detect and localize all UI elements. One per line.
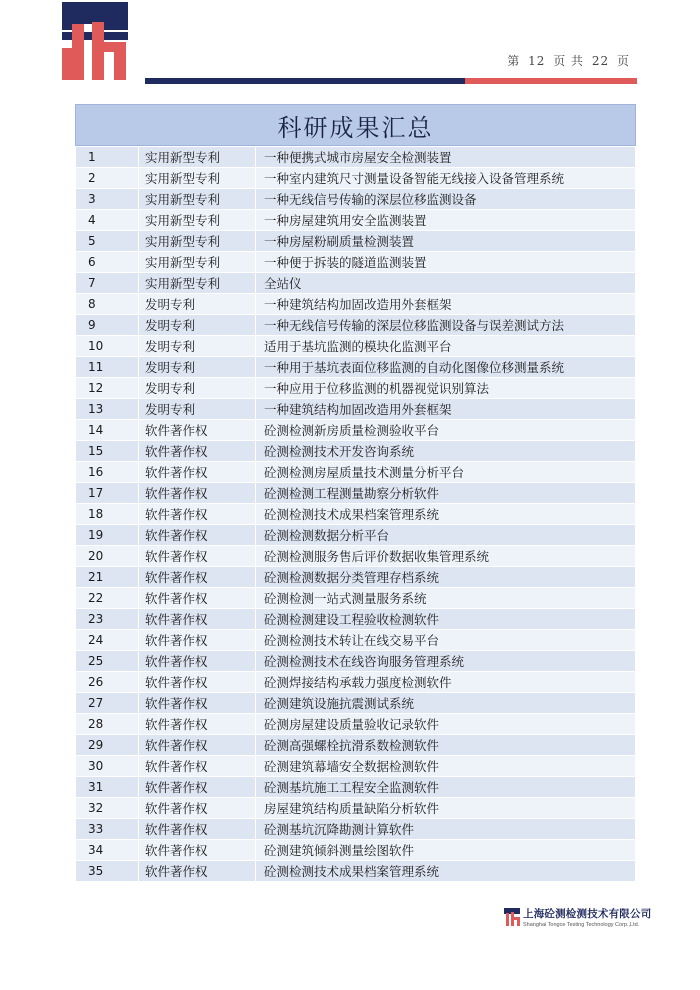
table-row xyxy=(76,462,636,483)
row-number: 8 xyxy=(76,294,139,315)
result-type: 软件著作权 xyxy=(139,546,256,567)
page-current: 12 xyxy=(528,54,546,68)
row-number: 4 xyxy=(76,210,139,231)
result-type: 实用新型专利 xyxy=(139,252,256,273)
header-rule xyxy=(145,78,637,84)
result-title: 砼测高强螺栓抗滑系数检测软件 xyxy=(256,735,636,756)
table-row xyxy=(76,189,636,210)
row-number: 19 xyxy=(76,525,139,546)
result-type: 软件著作权 xyxy=(139,777,256,798)
row-number: 24 xyxy=(76,630,139,651)
table-row xyxy=(76,756,636,777)
result-type: 软件著作权 xyxy=(139,756,256,777)
row-number: 35 xyxy=(76,861,139,882)
result-type: 软件著作权 xyxy=(139,462,256,483)
table-row xyxy=(76,147,636,168)
row-number: 5 xyxy=(76,231,139,252)
result-title: 一种便于拆装的隧道监测装置 xyxy=(256,252,636,273)
result-type: 软件著作权 xyxy=(139,567,256,588)
result-type: 软件著作权 xyxy=(139,672,256,693)
row-number: 12 xyxy=(76,378,139,399)
result-title: 砼测检测一站式测量服务系统 xyxy=(256,588,636,609)
result-title: 砼测建筑倾斜测量绘图软件 xyxy=(256,840,636,861)
result-title: 砼测检测技术开发咨询系统 xyxy=(256,441,636,462)
table-row xyxy=(76,441,636,462)
result-title: 一种室内建筑尺寸测量设备智能无线接入设备管理系统 xyxy=(256,168,636,189)
result-type: 软件著作权 xyxy=(139,714,256,735)
result-type: 实用新型专利 xyxy=(139,273,256,294)
result-type: 发明专利 xyxy=(139,315,256,336)
row-number: 14 xyxy=(76,420,139,441)
result-type: 软件著作权 xyxy=(139,588,256,609)
table-row xyxy=(76,420,636,441)
result-title: 一种便携式城市房屋安全检测装置 xyxy=(256,147,636,168)
row-number: 28 xyxy=(76,714,139,735)
result-title: 一种房屋粉刷质量检测装置 xyxy=(256,231,636,252)
result-type: 软件著作权 xyxy=(139,441,256,462)
result-title: 砼测检测技术成果档案管理系统 xyxy=(256,504,636,525)
row-number: 16 xyxy=(76,462,139,483)
result-title: 砼测检测数据分析平台 xyxy=(256,525,636,546)
table-row xyxy=(76,567,636,588)
row-number: 17 xyxy=(76,483,139,504)
table-row xyxy=(76,315,636,336)
result-title: 适用于基坑监测的模块化监测平台 xyxy=(256,336,636,357)
table-row xyxy=(76,714,636,735)
table-row xyxy=(76,798,636,819)
result-type: 实用新型专利 xyxy=(139,168,256,189)
table-row xyxy=(76,378,636,399)
page-number xyxy=(507,52,630,69)
result-type: 实用新型专利 xyxy=(139,147,256,168)
row-number: 7 xyxy=(76,273,139,294)
page-prefix: 第 xyxy=(507,54,521,68)
table-row xyxy=(76,483,636,504)
table-row xyxy=(76,525,636,546)
result-title: 一种无线信号传输的深层位移监测设备 xyxy=(256,189,636,210)
row-number: 9 xyxy=(76,315,139,336)
result-type: 发明专利 xyxy=(139,399,256,420)
row-number: 30 xyxy=(76,756,139,777)
table-row xyxy=(76,357,636,378)
table-row xyxy=(76,546,636,567)
result-title: 房屋建筑结构质量缺陷分析软件 xyxy=(256,798,636,819)
row-number: 11 xyxy=(76,357,139,378)
row-number: 2 xyxy=(76,168,139,189)
result-type: 实用新型专利 xyxy=(139,231,256,252)
page-total: 22 xyxy=(591,54,610,68)
result-title: 全站仪 xyxy=(256,273,636,294)
row-number: 1 xyxy=(76,147,139,168)
table-row xyxy=(76,504,636,525)
row-number: 21 xyxy=(76,567,139,588)
footer-logo xyxy=(504,906,651,928)
result-title: 砼测建筑幕墙安全数据检测软件 xyxy=(256,756,636,777)
results-sheet xyxy=(75,104,636,882)
result-title: 一种建筑结构加固改造用外套框架 xyxy=(256,294,636,315)
row-number: 18 xyxy=(76,504,139,525)
row-number: 10 xyxy=(76,336,139,357)
result-type: 发明专利 xyxy=(139,294,256,315)
row-number: 31 xyxy=(76,777,139,798)
table-row xyxy=(76,168,636,189)
table-row xyxy=(76,609,636,630)
result-title: 砼测检测房屋质量技术测量分析平台 xyxy=(256,462,636,483)
table-row xyxy=(76,588,636,609)
result-type: 发明专利 xyxy=(139,378,256,399)
result-type: 软件著作权 xyxy=(139,735,256,756)
footer-logo-icon xyxy=(504,908,520,926)
result-type: 软件著作权 xyxy=(139,693,256,714)
result-type: 发明专利 xyxy=(139,357,256,378)
result-type: 软件著作权 xyxy=(139,861,256,882)
page-mid: 页 共 xyxy=(553,54,585,68)
table-row xyxy=(76,651,636,672)
row-number: 34 xyxy=(76,840,139,861)
results-table xyxy=(75,146,636,882)
footer-company-cn: 上海砼测检测技术有限公司 xyxy=(523,908,652,920)
footer-company xyxy=(523,906,651,928)
result-title: 砼测检测技术转让在线交易平台 xyxy=(256,630,636,651)
row-number: 32 xyxy=(76,798,139,819)
result-title: 砼测检测数据分类管理存档系统 xyxy=(256,567,636,588)
table-row xyxy=(76,735,636,756)
table-row xyxy=(76,672,636,693)
result-title: 砼测检测服务售后评价数据收集管理系统 xyxy=(256,546,636,567)
table-row xyxy=(76,294,636,315)
footer-company-en: Shanghai Tongce Testing Technology Corp.,Ltd. xyxy=(523,922,640,928)
result-title: 砼测房屋建设质量验收记录软件 xyxy=(256,714,636,735)
result-title: 一种建筑结构加固改造用外套框架 xyxy=(256,399,636,420)
table-row xyxy=(76,336,636,357)
result-title: 砼测检测建设工程验收检测软件 xyxy=(256,609,636,630)
result-title: 一种用于基坑表面位移监测的自动化图像位移测量系统 xyxy=(256,357,636,378)
row-number: 15 xyxy=(76,441,139,462)
table-row xyxy=(76,210,636,231)
result-title: 一种无线信号传输的深层位移监测设备与误差测试方法 xyxy=(256,315,636,336)
result-type: 实用新型专利 xyxy=(139,210,256,231)
result-title: 砼测检测工程测量勘察分析软件 xyxy=(256,483,636,504)
result-type: 软件著作权 xyxy=(139,609,256,630)
row-number: 27 xyxy=(76,693,139,714)
result-type: 软件著作权 xyxy=(139,483,256,504)
section-title: 科研成果汇总 xyxy=(75,104,636,146)
result-title: 一种房屋建筑用安全监测装置 xyxy=(256,210,636,231)
table-row xyxy=(76,861,636,882)
table-row xyxy=(76,231,636,252)
result-title: 砼测检测技术在线咨询服务管理系统 xyxy=(256,651,636,672)
result-title: 砼测基坑施工工程安全监测软件 xyxy=(256,777,636,798)
result-type: 软件著作权 xyxy=(139,630,256,651)
result-type: 软件著作权 xyxy=(139,840,256,861)
table-row xyxy=(76,399,636,420)
company-logo-icon xyxy=(62,2,128,84)
result-title: 砼测焊接结构承载力强度检测软件 xyxy=(256,672,636,693)
result-title: 砼测检测技术成果档案管理系统 xyxy=(256,861,636,882)
result-type: 软件著作权 xyxy=(139,819,256,840)
table-row xyxy=(76,819,636,840)
table-row xyxy=(76,273,636,294)
row-number: 22 xyxy=(76,588,139,609)
result-type: 发明专利 xyxy=(139,336,256,357)
row-number: 23 xyxy=(76,609,139,630)
row-number: 6 xyxy=(76,252,139,273)
header-rule-red xyxy=(465,78,637,84)
result-type: 软件著作权 xyxy=(139,525,256,546)
table-row xyxy=(76,777,636,798)
result-title: 砼测基坑沉降勘测计算软件 xyxy=(256,819,636,840)
table-row xyxy=(76,252,636,273)
page-suffix: 页 xyxy=(616,54,630,68)
result-title: 一种应用于位移监测的机器视觉识别算法 xyxy=(256,378,636,399)
table-row xyxy=(76,693,636,714)
result-type: 软件著作权 xyxy=(139,651,256,672)
result-title: 砼测建筑设施抗震测试系统 xyxy=(256,693,636,714)
row-number: 20 xyxy=(76,546,139,567)
row-number: 29 xyxy=(76,735,139,756)
table-row xyxy=(76,630,636,651)
header-rule-navy xyxy=(145,78,465,84)
result-title: 砼测检测新房质量检测验收平台 xyxy=(256,420,636,441)
row-number: 3 xyxy=(76,189,139,210)
result-type: 实用新型专利 xyxy=(139,189,256,210)
result-type: 软件著作权 xyxy=(139,420,256,441)
row-number: 26 xyxy=(76,672,139,693)
table-row xyxy=(76,840,636,861)
result-type: 软件著作权 xyxy=(139,798,256,819)
result-type: 软件著作权 xyxy=(139,504,256,525)
row-number: 13 xyxy=(76,399,139,420)
row-number: 25 xyxy=(76,651,139,672)
row-number: 33 xyxy=(76,819,139,840)
